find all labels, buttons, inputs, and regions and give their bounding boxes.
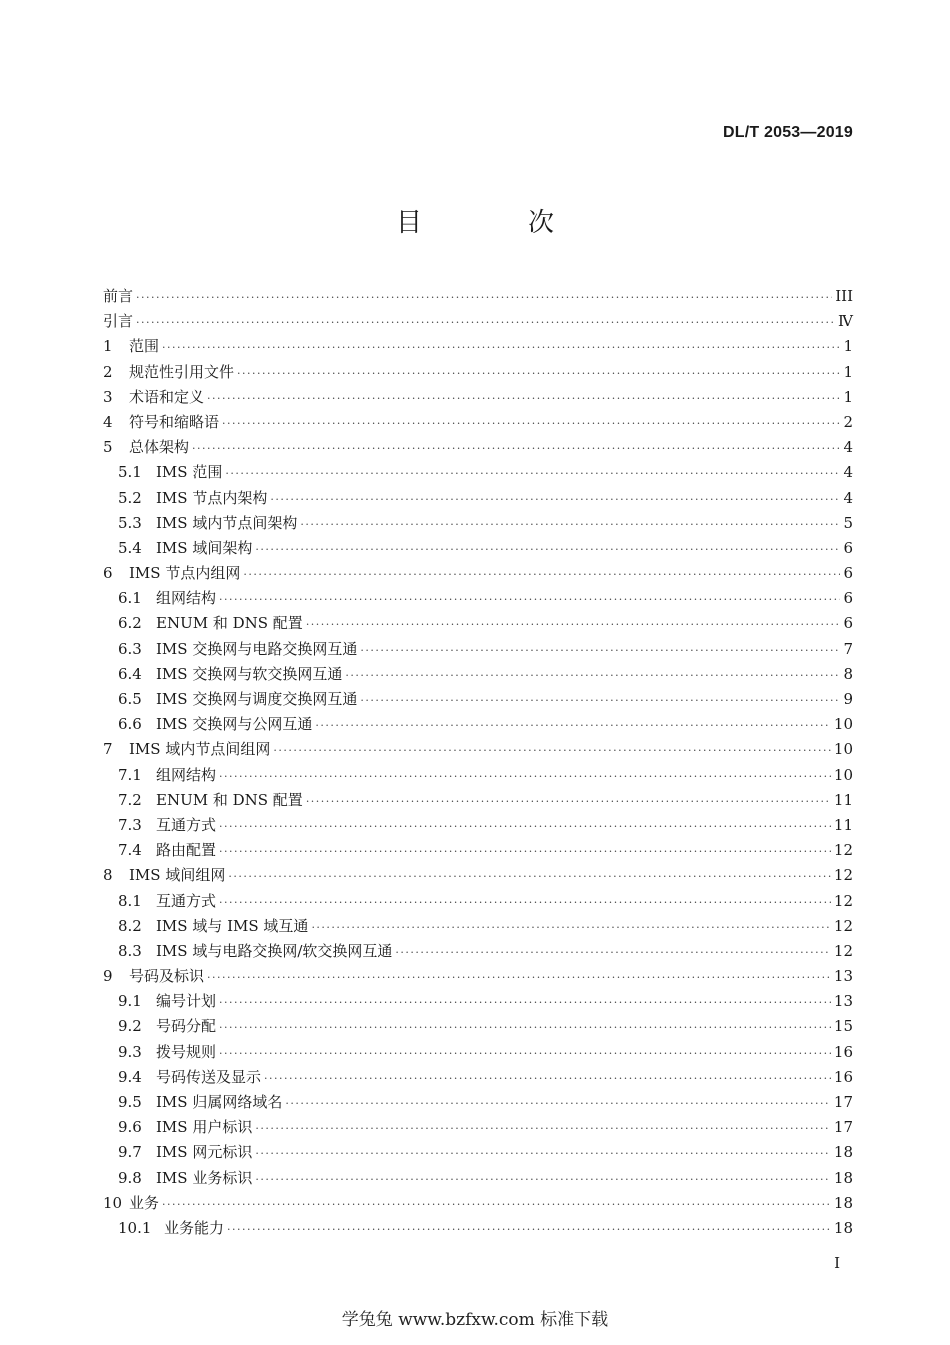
toc-entry-page: 16 (833, 1067, 853, 1086)
toc-entry-page: 12 (833, 916, 853, 935)
toc-entry-page: 13 (833, 992, 853, 1011)
toc-entry-page: 11 (833, 790, 853, 809)
toc-entry-page: 1 (843, 362, 853, 381)
toc-entry-number: 6.2 (118, 614, 142, 633)
toc-entry[interactable] (103, 1040, 853, 1065)
toc-entry-number: 6.4 (118, 664, 142, 683)
toc-entry-page: 12 (833, 891, 853, 910)
toc-entry[interactable] (103, 486, 853, 511)
toc-entry[interactable] (103, 737, 853, 762)
toc-entry[interactable] (103, 788, 853, 813)
toc-entry-label: IMS 交换网与软交换网互通 (156, 664, 343, 683)
toc-entry-number: 7 (103, 740, 113, 759)
toc-entry-label: IMS 交换网与公网互通 (156, 715, 313, 734)
toc-entry[interactable] (103, 712, 853, 737)
toc-leader-dots (243, 562, 840, 587)
toc-entry-page: 18 (833, 1218, 853, 1237)
toc-entry-number: 5.4 (118, 538, 142, 557)
toc-entry-page: 6 (843, 564, 853, 583)
toc-entry-label: 号码分配 (156, 1017, 217, 1036)
toc-entry[interactable] (103, 360, 853, 385)
toc-entry-page: Ⅳ (838, 312, 853, 331)
toc-leader-dots (162, 1192, 831, 1217)
toc-entry-page: 4 (843, 438, 853, 457)
document-code: DL/T 2053—2019 (723, 124, 853, 141)
toc-leader-dots (345, 663, 840, 688)
toc-entry-number: 8.1 (118, 891, 142, 910)
toc-leader-dots (360, 638, 840, 663)
toc-entry-number: 9.1 (118, 992, 142, 1011)
toc-entry-label: IMS 业务标识 (156, 1168, 253, 1187)
toc-entry[interactable] (103, 989, 853, 1014)
toc-entry[interactable] (103, 1191, 853, 1216)
table-of-contents (103, 284, 853, 1241)
toc-entry-number: 9.5 (118, 1093, 142, 1111)
toc-leader-dots (255, 537, 840, 562)
toc-entry-number: 9.3 (118, 1042, 142, 1061)
toc-entry[interactable] (103, 1166, 853, 1191)
toc-entry-label: IMS 归属网络域名 (156, 1093, 283, 1111)
toc-leader-dots (219, 764, 831, 789)
toc-entry-label: 路由配置 (156, 841, 217, 860)
toc-entry-page: 18 (833, 1193, 853, 1212)
toc-entry-label: ENUM 和 DNS 配置 (156, 614, 303, 633)
toc-entry-page: III (835, 287, 853, 305)
toc-leader-dots (219, 839, 831, 864)
toc-leader-dots (207, 965, 831, 990)
toc-entry-page: 12 (833, 866, 853, 885)
toc-leader-dots (255, 1141, 831, 1166)
toc-entry-label: IMS 网元标识 (156, 1143, 253, 1162)
toc-entry-label: 总体架构 (129, 438, 190, 457)
toc-leader-dots (136, 285, 832, 310)
toc-leader-dots (285, 1091, 831, 1116)
toc-entry-label: 互通方式 (156, 815, 217, 834)
toc-entry-page: 15 (833, 1017, 853, 1036)
toc-entry-page: 10 (833, 765, 853, 784)
toc-entry-number: 6.1 (118, 589, 142, 608)
toc-entry-label: IMS 域内节点间架构 (156, 513, 298, 532)
toc-leader-dots (306, 789, 831, 814)
toc-entry-page: 18 (833, 1143, 853, 1162)
toc-entry[interactable] (103, 1014, 853, 1039)
toc-entry[interactable] (103, 813, 853, 838)
toc-entry[interactable] (103, 863, 853, 888)
toc-entry-number: 3 (103, 387, 113, 406)
toc-entry-label: IMS 节点内架构 (156, 488, 268, 507)
toc-entry[interactable] (103, 586, 853, 611)
toc-entry-number: 7.3 (118, 815, 142, 834)
toc-entry-label: 互通方式 (156, 891, 217, 910)
toc-entry-label: 业务能力 (164, 1218, 225, 1237)
toc-entry[interactable] (103, 914, 853, 939)
toc-leader-dots (255, 1116, 831, 1141)
toc-leader-dots (300, 512, 840, 537)
toc-entry-label: 规范性引用文件 (129, 362, 235, 381)
toc-entry-label: 引言 (103, 312, 134, 331)
toc-leader-dots (225, 461, 840, 486)
toc-entry[interactable] (103, 309, 853, 334)
toc-entry-page: 12 (833, 941, 853, 960)
toc-entry[interactable] (103, 939, 853, 964)
toc-leader-dots (136, 310, 835, 335)
toc-entry-number: 6.3 (118, 639, 142, 658)
toc-entry-number: 6.5 (118, 690, 142, 708)
toc-leader-dots (270, 487, 840, 512)
toc-entry-label: IMS 交换网与调度交换网互通 (156, 690, 358, 708)
toc-entry-number: 9.2 (118, 1017, 142, 1036)
toc-entry-page: 6 (843, 614, 853, 633)
toc-entry-label: 编号计划 (156, 992, 217, 1011)
toc-entry-page: 6 (843, 538, 853, 557)
toc-entry-label: 组网结构 (156, 765, 217, 784)
toc-leader-dots (207, 386, 840, 411)
toc-leader-dots (273, 738, 831, 763)
toc-entry-page: 16 (833, 1042, 853, 1061)
toc-entry-label: IMS 域与电路交换网/软交换网互通 (156, 941, 393, 960)
toc-entry-number: 8.2 (118, 916, 142, 935)
toc-entry-page: 4 (843, 488, 853, 507)
toc-entry[interactable] (103, 637, 853, 662)
toc-leader-dots (222, 411, 840, 436)
toc-entry-page: 17 (833, 1093, 853, 1111)
toc-entry-page: 12 (833, 841, 853, 860)
toc-entry-page: 17 (833, 1118, 853, 1137)
toc-entry-label: 组网结构 (156, 589, 217, 608)
toc-entry-page: 9 (843, 690, 853, 708)
toc-entry-label: IMS 用户标识 (156, 1118, 253, 1137)
toc-entry[interactable] (103, 1216, 853, 1241)
toc-entry-page: 11 (833, 815, 853, 834)
toc-entry-label: IMS 域内节点间组网 (129, 740, 271, 759)
toc-entry[interactable] (103, 611, 853, 636)
toc-entry-label: ENUM 和 DNS 配置 (156, 790, 303, 809)
toc-entry-number: 8 (103, 866, 113, 885)
toc-entry-number: 2 (103, 362, 113, 381)
toc-entry-number: 5.3 (118, 513, 142, 532)
toc-entry[interactable] (103, 1090, 853, 1115)
toc-entry-page: 5 (843, 513, 853, 532)
toc-leader-dots (219, 1041, 831, 1066)
toc-leader-dots (162, 335, 840, 360)
toc-entry-label: IMS 域间架构 (156, 538, 253, 557)
toc-entry[interactable] (103, 964, 853, 989)
toc-entry-page: 8 (843, 664, 853, 683)
toc-leader-dots (360, 688, 840, 713)
toc-entry-page: 2 (843, 412, 853, 431)
toc-entry[interactable] (103, 1065, 853, 1090)
toc-entry-page: 10 (833, 740, 853, 759)
toc-entry-label: IMS 范围 (156, 463, 223, 482)
toc-entry-label: 号码及标识 (129, 967, 205, 986)
toc-leader-dots (227, 1217, 831, 1242)
toc-entry-page: 4 (843, 463, 853, 482)
toc-entry[interactable] (103, 1115, 853, 1140)
toc-entry-number: 1 (103, 337, 113, 356)
toc-entry[interactable] (103, 889, 853, 914)
toc-entry[interactable] (103, 662, 853, 687)
toc-leader-dots (192, 436, 840, 461)
toc-entry-number: 7.4 (118, 841, 142, 860)
toc-leader-dots (255, 1167, 831, 1192)
toc-entry[interactable] (103, 687, 853, 712)
toc-entry-label: 范围 (129, 337, 160, 356)
toc-leader-dots (395, 940, 831, 965)
toc-leader-dots (228, 864, 831, 889)
toc-entry-label: 术语和定义 (129, 387, 205, 406)
toc-entry-number: 9.7 (118, 1143, 142, 1162)
toc-leader-dots (219, 1015, 831, 1040)
toc-leader-dots (306, 612, 841, 637)
toc-entry[interactable] (103, 838, 853, 863)
toc-title: 目 次 (395, 208, 594, 238)
watermark-text: 学兔兔 www.bzfxw.com 标准下载 (341, 1310, 609, 1330)
toc-entry-number: 5.1 (118, 463, 142, 482)
toc-entry-label: IMS 域与 IMS 域互通 (156, 916, 309, 935)
toc-entry-label: 前言 (103, 287, 134, 305)
toc-entry-label: 拨号规则 (156, 1042, 217, 1061)
toc-entry-number: 6 (103, 564, 113, 583)
toc-entry-label: 符号和缩略语 (129, 412, 220, 431)
toc-entry[interactable] (103, 435, 853, 460)
toc-entry-page: 1 (843, 337, 853, 356)
toc-entry-number: 7.1 (118, 765, 142, 784)
toc-leader-dots (219, 814, 831, 839)
toc-entry-page: 18 (833, 1168, 853, 1187)
toc-entry-number: 10.1 (118, 1218, 152, 1237)
toc-entry-label: 号码传送及显示 (156, 1067, 262, 1086)
toc-entry-page: 7 (843, 639, 853, 658)
toc-entry-page: 10 (833, 715, 853, 734)
toc-entry[interactable] (103, 410, 853, 435)
page-folio: I (834, 1254, 840, 1272)
toc-leader-dots (264, 1066, 831, 1091)
toc-entry-label: 业务 (129, 1193, 160, 1212)
toc-entry-page: 1 (843, 387, 853, 406)
toc-leader-dots (219, 990, 831, 1015)
toc-entry[interactable] (103, 334, 853, 359)
toc-entry[interactable] (103, 1140, 853, 1165)
toc-entry[interactable] (103, 763, 853, 788)
toc-entry-number: 9.6 (118, 1118, 142, 1137)
toc-entry-number: 6.6 (118, 715, 142, 734)
toc-entry-number: 9.8 (118, 1168, 142, 1187)
toc-entry[interactable] (103, 460, 853, 485)
toc-entry-number: 5 (103, 438, 113, 457)
toc-entry[interactable] (103, 511, 853, 536)
toc-entry-label: IMS 域间组网 (129, 866, 226, 885)
toc-entry-number: 10 (103, 1193, 123, 1212)
toc-leader-dots (219, 587, 840, 612)
toc-entry-number: 7.2 (118, 790, 142, 809)
toc-entry[interactable] (103, 385, 853, 410)
toc-leader-dots (219, 890, 831, 915)
toc-entry-label: IMS 交换网与电路交换网互通 (156, 639, 358, 658)
toc-entry-number: 5.2 (118, 488, 142, 507)
toc-entry[interactable] (103, 561, 853, 586)
toc-entry[interactable] (103, 284, 853, 309)
toc-entry[interactable] (103, 536, 853, 561)
toc-leader-dots (315, 713, 831, 738)
toc-leader-dots (311, 915, 830, 940)
toc-entry-number: 9 (103, 967, 113, 986)
toc-entry-page: 6 (843, 589, 853, 608)
toc-entry-number: 4 (103, 412, 113, 431)
toc-entry-label: IMS 节点内组网 (129, 564, 241, 583)
toc-entry-page: 13 (833, 967, 853, 986)
toc-leader-dots (237, 361, 840, 386)
toc-entry-number: 9.4 (118, 1067, 142, 1086)
toc-entry-number: 8.3 (118, 941, 142, 960)
